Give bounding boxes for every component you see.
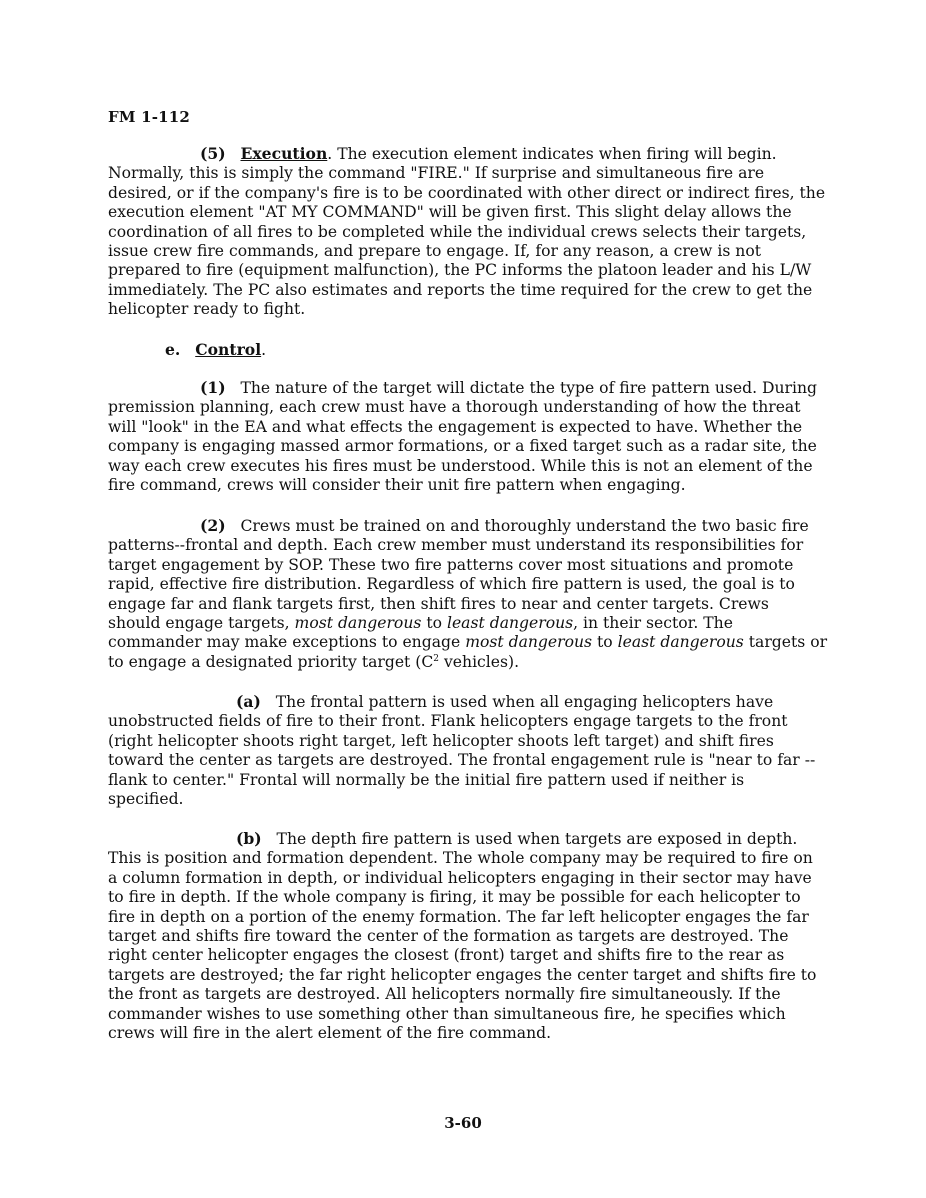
text-line: prepared to fire (equipment malfunction), the PC informs the platoon leader and his L/W xyxy=(108,261,812,280)
section-heading-control: e. Control. xyxy=(165,340,267,359)
paragraph-label: (b) xyxy=(236,829,262,848)
text-line: execution element "AT MY COMMAND" will be given first. This slight delay allows the xyxy=(108,203,792,222)
text-line: commander wishes to use something other than simultaneous fire, he specifies which xyxy=(108,1004,786,1023)
text-line: crews will fire in the alert element of the fire command. xyxy=(108,1024,552,1043)
text-line: fire in depth on a portion of the enemy formation. The far left helicopter engages the far xyxy=(108,907,809,926)
superscript: 2 xyxy=(433,653,440,664)
document-id-header: FM 1-112 xyxy=(108,108,191,126)
text-line: premission planning, each crew must have a thorough understanding of how the threat xyxy=(108,398,801,417)
paragraph-label: (5) xyxy=(200,144,226,163)
text-line: rapid, effective fire distribution. Regardless of which fire pattern is used, the goal is to xyxy=(108,575,795,594)
section-title-control: Control xyxy=(195,340,262,359)
paragraph-label: (2) xyxy=(200,516,226,535)
text-line: issue crew fire commands, and prepare to engage. If, for any reason, a crew is not xyxy=(108,242,761,261)
text-line: company is engaging massed armor formations, or a fixed target such as a radar site, the xyxy=(108,437,817,456)
text-line: target and shifts fire toward the center of the formation as targets are destroyed. The xyxy=(108,927,789,946)
text-line: way each crew executes his fires must be understood. While this is not an element of the xyxy=(108,456,813,475)
text-line: to engage a designated priority target ($C^2$ vehicles). xyxy=(108,652,520,671)
text-line: to fire in depth. If the whole company is firing, it may be possible for each helicopter to xyxy=(108,888,801,907)
text-line: commander may make exceptions to engage most dangerous to least dangerous targets or xyxy=(108,633,828,652)
text-line: right center helicopter engages the closest (front) target and shifts fire to the rear as xyxy=(108,946,785,965)
text-line: desired, or if the company's fire is to be coordinated with other direct or indirect fires, the xyxy=(108,183,826,202)
text-line: flank to center." Frontal will normally be the initial fire pattern used if neither is xyxy=(108,770,745,789)
paragraph-label: (a) xyxy=(236,692,261,711)
text-line: immediately. The PC also estimates and reports the time required for the crew to get the xyxy=(108,280,813,299)
paragraph-control-2: (2) Crews must be trained on and thoroughly understand the two basic fire patterns--frontal and depth. Each crew member must understand its responsibilities for target engagement by SOP. These two fire patterns cover most situations and promote rapid, effective fire distribution. Regardless of which fire pattern is used, the goal is to engage far and flank targets first, then shift fires to near and center targets. Crews should engage targets, most dangerous to least dangerous, in their sector. The commander may make exceptions to engage most dangerous to least dangerous targets or to engage a designated priority target ($C^2$ vehicles). xyxy=(108,516,828,671)
text-line: engage far and flank targets first, then shift fires to near and center targets. Crews xyxy=(108,594,769,613)
paragraph-execution: (5) Execution. The execution element indicates when firing will begin. Normally, this is simply the command "FIRE." If surprise and simultaneous fire are desired, or if the company's fire is to be coordinated with other direct or indirect fires, the execution element "AT MY COMMAND" will be given first. This slight delay allows the coordination of all fires to be completed while the individual crews selects their targets, issue crew fire commands, and prepare to engage. If, for any reason, a crew is not prepared to fire (equipment malfunction), the PC informs the platoon leader and his L/W immediately. The PC also estimates and reports the time required for the crew to get the helicopter ready to fight. xyxy=(108,144,826,319)
text-line: should engage targets, most dangerous to least dangerous, in their sector. The xyxy=(108,614,733,633)
paragraph-label: (1) xyxy=(200,378,226,397)
text-line: target engagement by SOP. These two fire patterns cover most situations and promote xyxy=(108,555,794,574)
paragraph-title-execution: Execution xyxy=(240,144,328,163)
text-line: specified. xyxy=(108,790,184,809)
text-line: unobstructed fields of fire to their front. Flank helicopters engage targets to the front xyxy=(108,712,788,731)
text-line: the front as targets are destroyed. All helicopters normally fire simultaneously. If the xyxy=(108,985,781,1004)
text-line: This is position and formation dependent. The whole company may be required to fire on xyxy=(108,849,813,868)
section-label: e. xyxy=(165,340,181,359)
text-line: coordination of all fires to be completed while the individual crews selects their targets, xyxy=(108,222,807,241)
paragraph-control-2b: (b) The depth fire pattern is used when targets are exposed in depth. This is position and formation dependent. The whole company may be required to fire on a column formation in depth, or individual helicopters engaging in their sector may have to fire in depth. If the whole company is firing, it may be possible for each helicopter to fire in depth on a portion of the enemy formation. The far left helicopter engages the far target and shifts fire toward the center of the formation as targets are destroyed. The right center helicopter engages the closest (front) target and shifts fire to the rear as targets are destroyed; the far right helicopter engages the center target and shifts fire to the front as targets are destroyed. All helicopters normally fire simultaneously. If the commander wishes to use something other than simultaneous fire, he specifies which crews will fire in the alert element of the fire command. xyxy=(108,829,817,1043)
text-line: targets are destroyed; the far right helicopter engages the center target and shifts fire to xyxy=(108,965,817,984)
text-line: a column formation in depth, or individual helicopters engaging in their sector may have xyxy=(108,868,812,887)
paragraph-control-2a: (a) The frontal pattern is used when all engaging helicopters have unobstructed fields of fire to their front. Flank helicopters engage targets to the front (right helicopter shoots right target, left helicopter shoots left target) and shift fires toward the center as targets are destroyed. The frontal engagement rule is "near to far -- flank to center." Frontal will normally be the initial fire pattern used if neither is specified. xyxy=(108,692,816,809)
text-line: Normally, this is simply the command "FIRE." If surprise and simultaneous fire are xyxy=(108,164,765,183)
text-line: helicopter ready to fight. xyxy=(108,300,306,319)
paragraph-control-1: (1) The nature of the target will dictate the type of fire pattern used. During premission planning, each crew must have a thorough understanding of how the threat will "look" in the EA and what effects the engagement is expected to have. Whether the company is engaging massed armor formations, or a fixed target such as a radar site, the way each crew executes his fires must be understood. While this is not an element of the fire command, crews will consider their unit fire pattern when engaging. xyxy=(108,378,818,495)
text-line: patterns--frontal and depth. Each crew member must understand its responsibilities for xyxy=(108,536,804,555)
text-line: will "look" in the EA and what effects the engagement is expected to have. Whether the xyxy=(108,417,803,436)
text-line: fire command, crews will consider their unit fire pattern when engaging. xyxy=(108,476,686,495)
text-line: (right helicopter shoots right target, left helicopter shoots left target) and shift fires xyxy=(108,731,774,750)
text-line: toward the center as targets are destroyed. The frontal engagement rule is "near to far -- xyxy=(108,751,816,770)
page-number: 3-60 xyxy=(444,1114,482,1132)
